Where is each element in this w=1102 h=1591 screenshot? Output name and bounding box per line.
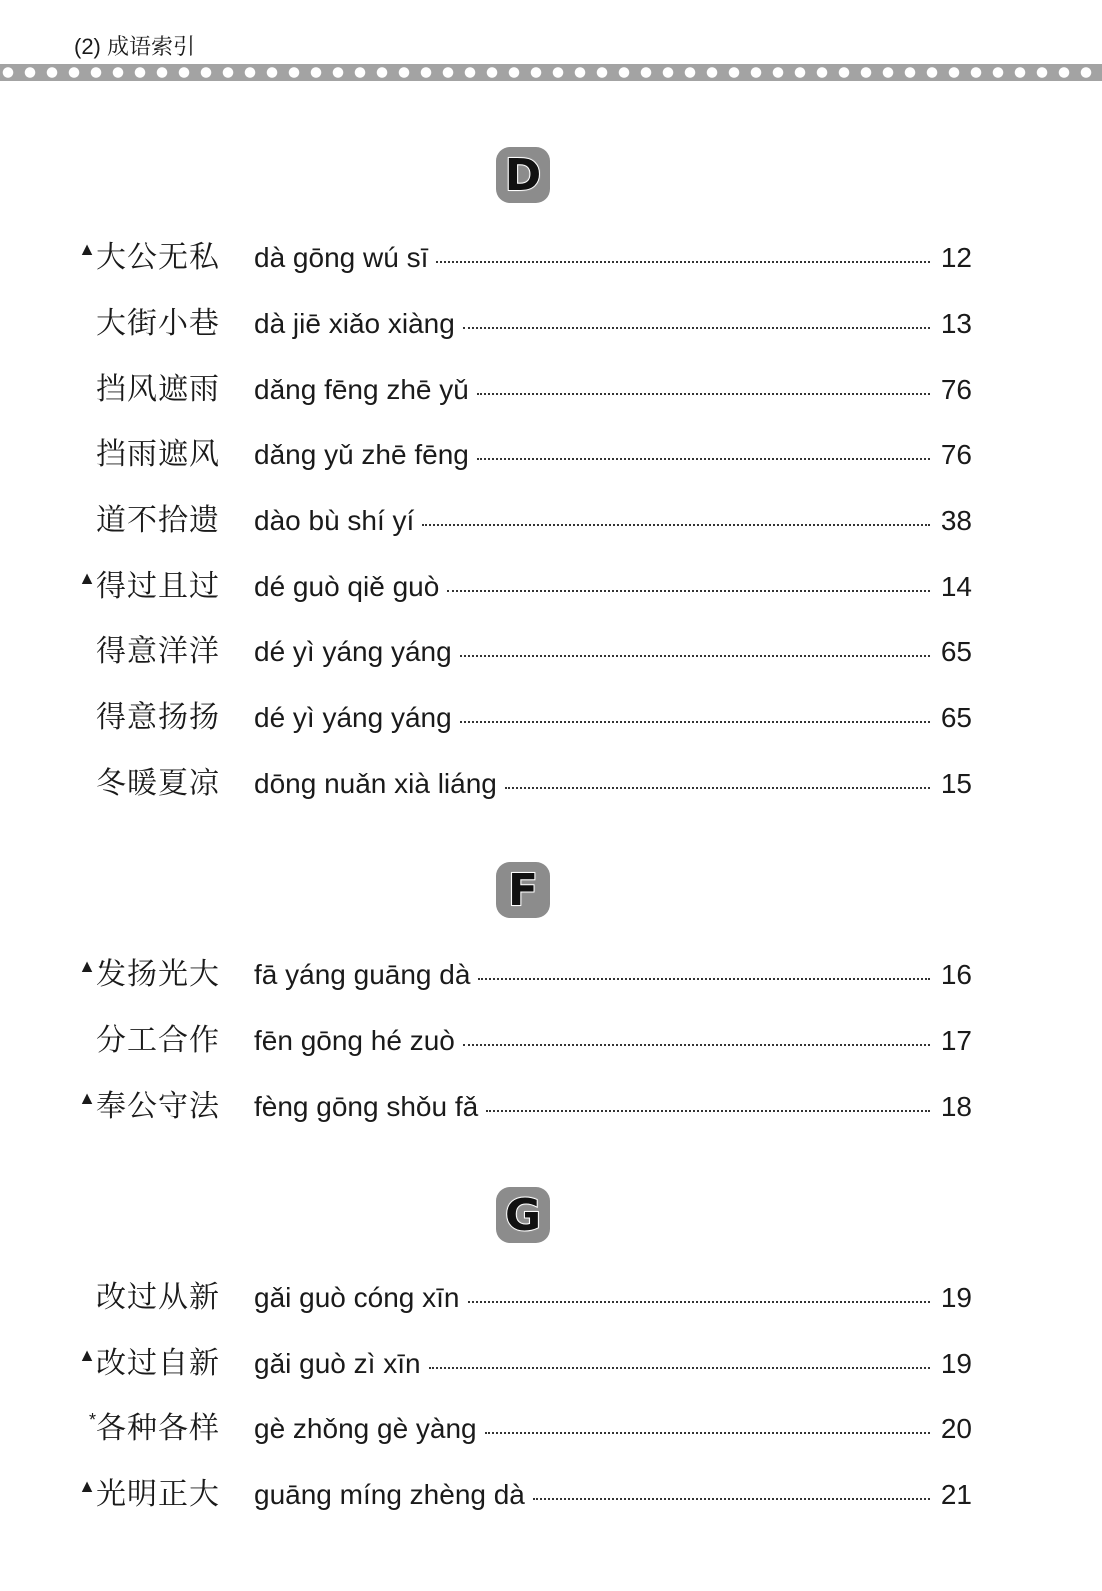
pinyin-text: dōng nuǎn xià liáng (254, 768, 497, 799)
pinyin-text: gǎi guò zì xīn (254, 1348, 421, 1379)
dot-leader (477, 458, 930, 460)
page-number: 17 (940, 1025, 972, 1056)
dot-leader (468, 1301, 931, 1303)
pinyin-text: dà gōng wú sī (254, 242, 429, 273)
pinyin-text: fèng gōng shǒu fǎ (254, 1091, 479, 1122)
index-entry (70, 1081, 972, 1124)
index-entry (70, 758, 972, 801)
page-number: 76 (940, 374, 972, 405)
dot-leader (463, 327, 930, 329)
idiom-text: 挡风遮雨 (96, 372, 220, 407)
pinyin-text: gè zhǒng gè yàng (254, 1413, 477, 1444)
pinyin-text: dào bù shí yí (254, 505, 415, 536)
section-letter-badge (496, 147, 550, 203)
idiom-text: 冬暖夏凉 (96, 766, 220, 801)
pinyin-text: dǎng fēng zhē yǔ (254, 374, 469, 405)
idiom-text: 改过自新 (96, 1346, 220, 1381)
entry-mark: ▲ (78, 1476, 96, 1496)
dot-leader (460, 721, 930, 723)
page-number: 18 (940, 1091, 972, 1122)
idiom-text: 得过且过 (96, 569, 220, 604)
pinyin-text: fā yáng guāng dà (254, 959, 471, 990)
dotted-divider (0, 64, 1102, 81)
entry-mark: ▲ (78, 239, 96, 259)
entry-mark: * (88, 1410, 96, 1430)
dot-leader (486, 1110, 930, 1112)
page-number: 15 (940, 768, 972, 799)
index-entry (70, 429, 972, 472)
page-number: 21 (940, 1479, 972, 1510)
index-entry (70, 364, 972, 407)
index-entry (70, 1272, 972, 1315)
dot-leader (429, 1367, 930, 1369)
idiom-text: 大公无私 (96, 240, 220, 275)
dot-leader (505, 787, 930, 789)
index-entry (70, 1469, 972, 1512)
entry-mark: ▲ (78, 1345, 96, 1365)
section-letter-badge (496, 1187, 550, 1243)
page-number: 19 (940, 1348, 972, 1379)
page-number: 16 (940, 959, 972, 990)
section-letter: G (504, 1189, 542, 1241)
idiom-text: 道不拾遗 (96, 503, 220, 538)
page-number: 65 (940, 636, 972, 667)
page-number: 20 (940, 1413, 972, 1444)
pinyin-text: dé guò qiě guò (254, 571, 440, 602)
dot-leader (485, 1432, 930, 1434)
pinyin-text: gǎi guò cóng xīn (254, 1282, 460, 1313)
idiom-text: 奉公守法 (96, 1089, 220, 1124)
index-entry (70, 1015, 972, 1058)
idiom-text: 改过从新 (96, 1280, 220, 1315)
dot-leader (460, 655, 930, 657)
idiom-text: 发扬光大 (96, 957, 220, 992)
section-letter: D (504, 149, 542, 201)
entry-mark: ▲ (78, 568, 96, 588)
page-number: 38 (940, 505, 972, 536)
entry-mark: ▲ (78, 1088, 96, 1108)
idiom-text: 得意扬扬 (96, 700, 220, 735)
index-entry (70, 1338, 972, 1381)
dot-leader (463, 1044, 930, 1046)
index-entry (70, 949, 972, 992)
idiom-text: 得意洋洋 (96, 634, 220, 669)
page-number: 19 (940, 1282, 972, 1313)
index-entry (70, 495, 972, 538)
page-header: (2) 成语索引 (74, 34, 196, 59)
dot-leader (477, 393, 930, 395)
idiom-text: 挡雨遮风 (96, 437, 220, 472)
pinyin-text: dé yì yáng yáng (254, 702, 452, 733)
index-entry (70, 626, 972, 669)
section-letter: F (507, 864, 539, 916)
page-number: 12 (940, 242, 972, 273)
index-entry (70, 232, 972, 275)
page-number: 13 (940, 308, 972, 339)
dot-leader (533, 1498, 930, 1500)
page-number: 65 (940, 702, 972, 733)
idiom-text: 大街小巷 (96, 306, 220, 341)
index-entry (70, 1403, 972, 1446)
index-entry (70, 298, 972, 341)
index-entry (70, 561, 972, 604)
idiom-text: 光明正大 (96, 1477, 220, 1512)
dot-leader (447, 590, 930, 592)
idiom-text: 分工合作 (96, 1023, 220, 1058)
pinyin-text: dé yì yáng yáng (254, 636, 452, 667)
idiom-text: 各种各样 (96, 1411, 220, 1446)
pinyin-text: dǎng yǔ zhē fēng (254, 439, 469, 470)
section-letter-badge (496, 862, 550, 918)
page-number: 76 (940, 439, 972, 470)
pinyin-text: dà jiē xiǎo xiàng (254, 308, 455, 339)
pinyin-text: guāng míng zhèng dà (254, 1479, 525, 1510)
index-entry (70, 692, 972, 735)
page-number: 14 (940, 571, 972, 602)
dot-leader (422, 524, 930, 526)
dot-leader (436, 261, 930, 263)
entry-mark: ▲ (78, 956, 96, 976)
dot-leader (478, 978, 930, 980)
pinyin-text: fēn gōng hé zuò (254, 1025, 455, 1056)
